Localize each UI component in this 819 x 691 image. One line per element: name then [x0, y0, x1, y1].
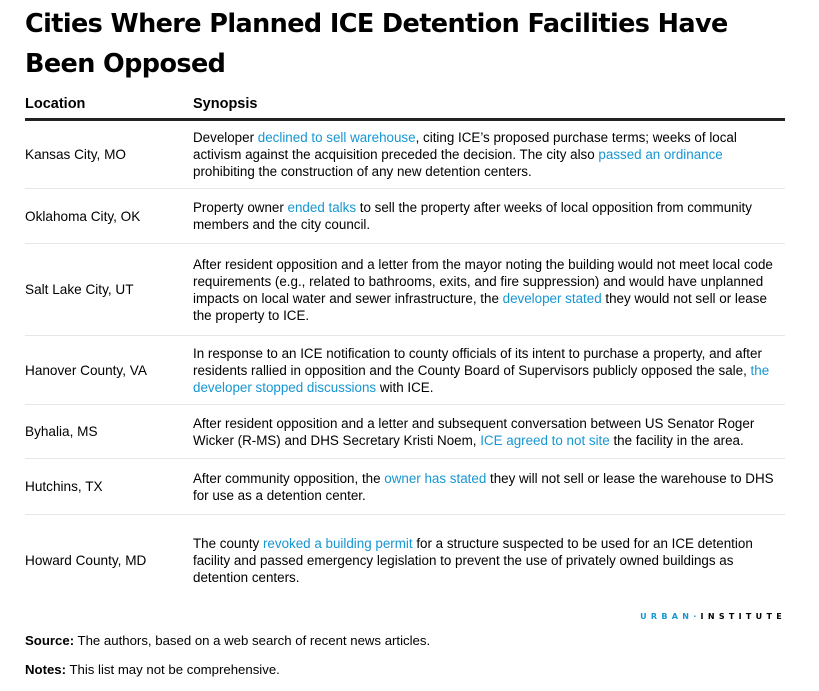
source-link[interactable]: ICE agreed to not site — [480, 432, 610, 448]
synopsis-text: with ICE. — [376, 379, 434, 395]
notes-label: Notes: — [25, 662, 67, 677]
table-row — [25, 189, 785, 244]
location-cell: Salt Lake City, UT — [25, 282, 134, 297]
synopsis-text: to sell the property after weeks of local opposition from community members and the city council. — [193, 200, 752, 232]
synopsis-cell — [193, 345, 785, 396]
synopsis-text: they would not sell or lease the property to ICE. — [193, 290, 767, 323]
source-link[interactable]: passed an ordinance — [598, 147, 723, 162]
table-row — [25, 336, 785, 405]
source-link[interactable]: revoked a building permit — [262, 536, 413, 551]
source-text: The authors, based on a web search of recent news articles. — [74, 633, 431, 648]
location-cell: Howard County, MD — [25, 553, 147, 568]
table-row — [25, 244, 785, 336]
source-link[interactable]: declined to sell warehouse — [257, 130, 416, 145]
table-row — [25, 121, 785, 189]
synopsis-text: Developer — [193, 130, 258, 145]
notes-text: This list may not be comprehensive. — [66, 662, 280, 677]
location-cell: Kansas City, MO — [25, 147, 126, 162]
source-link[interactable]: the developer stopped discussions — [193, 362, 770, 395]
synopsis-cell — [193, 535, 785, 586]
synopsis-text: Property owner — [193, 200, 288, 215]
source-link[interactable]: ended talks — [287, 200, 357, 215]
location-cell: Hanover County, VA — [25, 362, 147, 378]
synopsis-cell — [193, 256, 785, 324]
table-row — [25, 459, 785, 515]
source-label: Source: — [25, 633, 75, 648]
header-synopsis: Synopsis — [193, 96, 258, 112]
synopsis-cell — [193, 129, 785, 180]
notes-note — [25, 661, 280, 678]
location-cell: Oklahoma City, OK — [25, 208, 141, 224]
synopsis-text: After community opposition, the — [193, 470, 385, 486]
synopsis-text: , citing ICE’s proposed purchase terms; weeks of local activism against the acquisition preceded the decision. The city also — [193, 130, 737, 162]
synopsis-text: for a structure suspected to be used for an ICE detention facility and passed emergency legislation to prevent the use of privately owned buildings as detention centers. — [193, 536, 753, 585]
table-header — [25, 90, 785, 121]
synopsis-cell — [193, 415, 785, 449]
synopsis-cell — [193, 199, 785, 233]
location-cell: Byhalia, MS — [25, 424, 98, 439]
location-cell: Hutchins, TX — [25, 479, 103, 494]
synopsis-text: the facility in the area. — [609, 432, 744, 448]
synopsis-cell — [193, 470, 785, 504]
synopsis-text: After resident opposition and a letter from the mayor noting the building would not meet local code requirements (e.g., related to bathrooms, exits, and fire suppression) and would have unplanned impacts on local water and sewer infrastructure, the — [193, 256, 773, 306]
source-link[interactable]: developer stated — [502, 290, 602, 306]
synopsis-text: After resident opposition and a letter and subsequent conversation between US Senator Roger Wicker (R-MS) and DHS Secretary Kristi Noem, — [193, 415, 755, 448]
synopsis-text: The county — [193, 536, 263, 551]
header-location: Location — [25, 96, 86, 112]
synopsis-text: prohibiting the construction of any new detention centers. — [193, 164, 532, 179]
synopsis-text: In response to an ICE notification to county officials of its intent to purchase a property, and after residents rallied in opposition and the County Board of Supervisors publicly opposed the sale, — [193, 345, 762, 378]
urban-institute-logo: URBAN·INSTITUTE — [640, 612, 786, 621]
table-row — [25, 405, 785, 459]
source-note — [25, 632, 430, 649]
page-title: Cities Where Planned ICE Detention Facilities Have Been Opposed — [25, 9, 728, 79]
table-row — [25, 515, 785, 606]
synopsis-text: they will not sell or lease the warehouse to DHS for use as a detention center. — [193, 470, 774, 503]
source-link[interactable]: owner has stated — [384, 470, 487, 486]
opposition-table — [25, 90, 785, 606]
table-body — [25, 121, 785, 606]
